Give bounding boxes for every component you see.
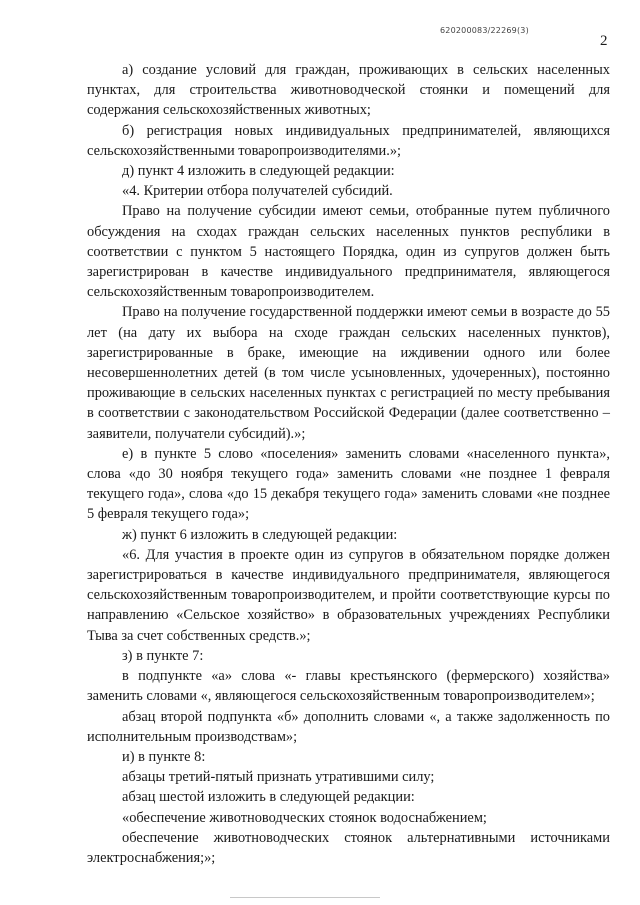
page-number: 2 [600,33,608,49]
paragraph-sixth-edit: абзац шестой изложить в следующей редакции: [122,789,415,806]
paragraph-a-conditions: а) создание условий для граждан, проживающих в сельских населенных пунктах, для строительства животноводческой стоянки и помещений для содержания сельскохозяйственных животных; [87,62,610,119]
paragraph-subsidy-right: Право на получение субсидии имеют семьи, отобранные путем публичного обсуждения на сходах граждан сельских населенных пунктов республики в соответствии с пунктом 5 настоящего Порядка, один из супругов должен быть зарегистрирован в качестве индивидуального предпринимателя, являющегося сельскохозяйственным товаропроизводителем. [87,203,610,301]
paragraph-repeal: абзацы третий-пятый признать утратившими силу; [122,769,435,786]
paragraph-power-supply: обеспечение животноводческих стоянок альтернативными источниками электроснабжения;»; [87,829,610,866]
paragraph-state-support-right: Право на получение государственной поддержки имеют семьи в возрасте до 55 лет (на дату их выбора на сходе граждан сельских населенных пунктов), зарегистрированные в браке, имеющие на иждивении одного или более несовершеннолетних детей (в том числе усыновленных, удочеренных), постоянно проживающие в сельских населенных пунктах с регистрацией по месту пребывания в соответствии с законодательством Российской Федерации (далее соответственно – заявители, получатели субсидий).»; [87,304,610,442]
paragraph-e-point-5: е) в пункте 5 слово «поселения» заменить словами «населенного пункта», слова «до 30 ноября текущего года» заменить словами «не позднее 1 февраля текущего года», слова «до 15 декабря текущего года» заменить словами «не позднее 5 февраля текущего года»; [87,445,610,523]
paragraph-z-point-7: з) в пункте 7: [122,647,204,664]
paragraph-subpoint-a: в подпункте «а» слова «- главы крестьянского (фермерского) хозяйства» заменить словами «, являющегося сельскохозяйственным товаропроизводителем»; [87,668,610,705]
footer-artifact-line [230,897,380,898]
paragraph-water-supply: «обеспечение животноводческих стоянок водоснабжением; [122,809,487,826]
paragraph-subpoint-b: абзац второй подпункта «б» дополнить словами «, а также задолженность по исполнительным производствам»; [87,708,610,745]
paragraph-b-registration: б) регистрация новых индивидуальных предпринимателей, являющихся сельскохозяйственными товаропроизводителями.»; [87,122,610,159]
document-id: 620200083/22269(3) [440,26,529,35]
document-body [87,60,610,868]
paragraph-i-point-8: и) в пункте 8: [122,748,206,765]
paragraph-criteria-heading: «4. Критерии отбора получателей субсидий. [122,183,393,200]
paragraph-d-point-4: д) пункт 4 изложить в следующей редакции: [122,163,395,180]
paragraph-point-6-text: «6. Для участия в проекте один из супругов в обязательном порядке должен зарегистрироваться в качестве индивидуального предпринимателя, являющегося сельскохозяйственным товаропроизводителем, и пройти соответствующие курсы по направлению «Сельское хозяйство» в образовательных учреждениях Республики Тыва за счет собственных средств.»; [87,546,610,644]
paragraph-zh-point-6: ж) пункт 6 изложить в следующей редакции: [122,526,398,543]
